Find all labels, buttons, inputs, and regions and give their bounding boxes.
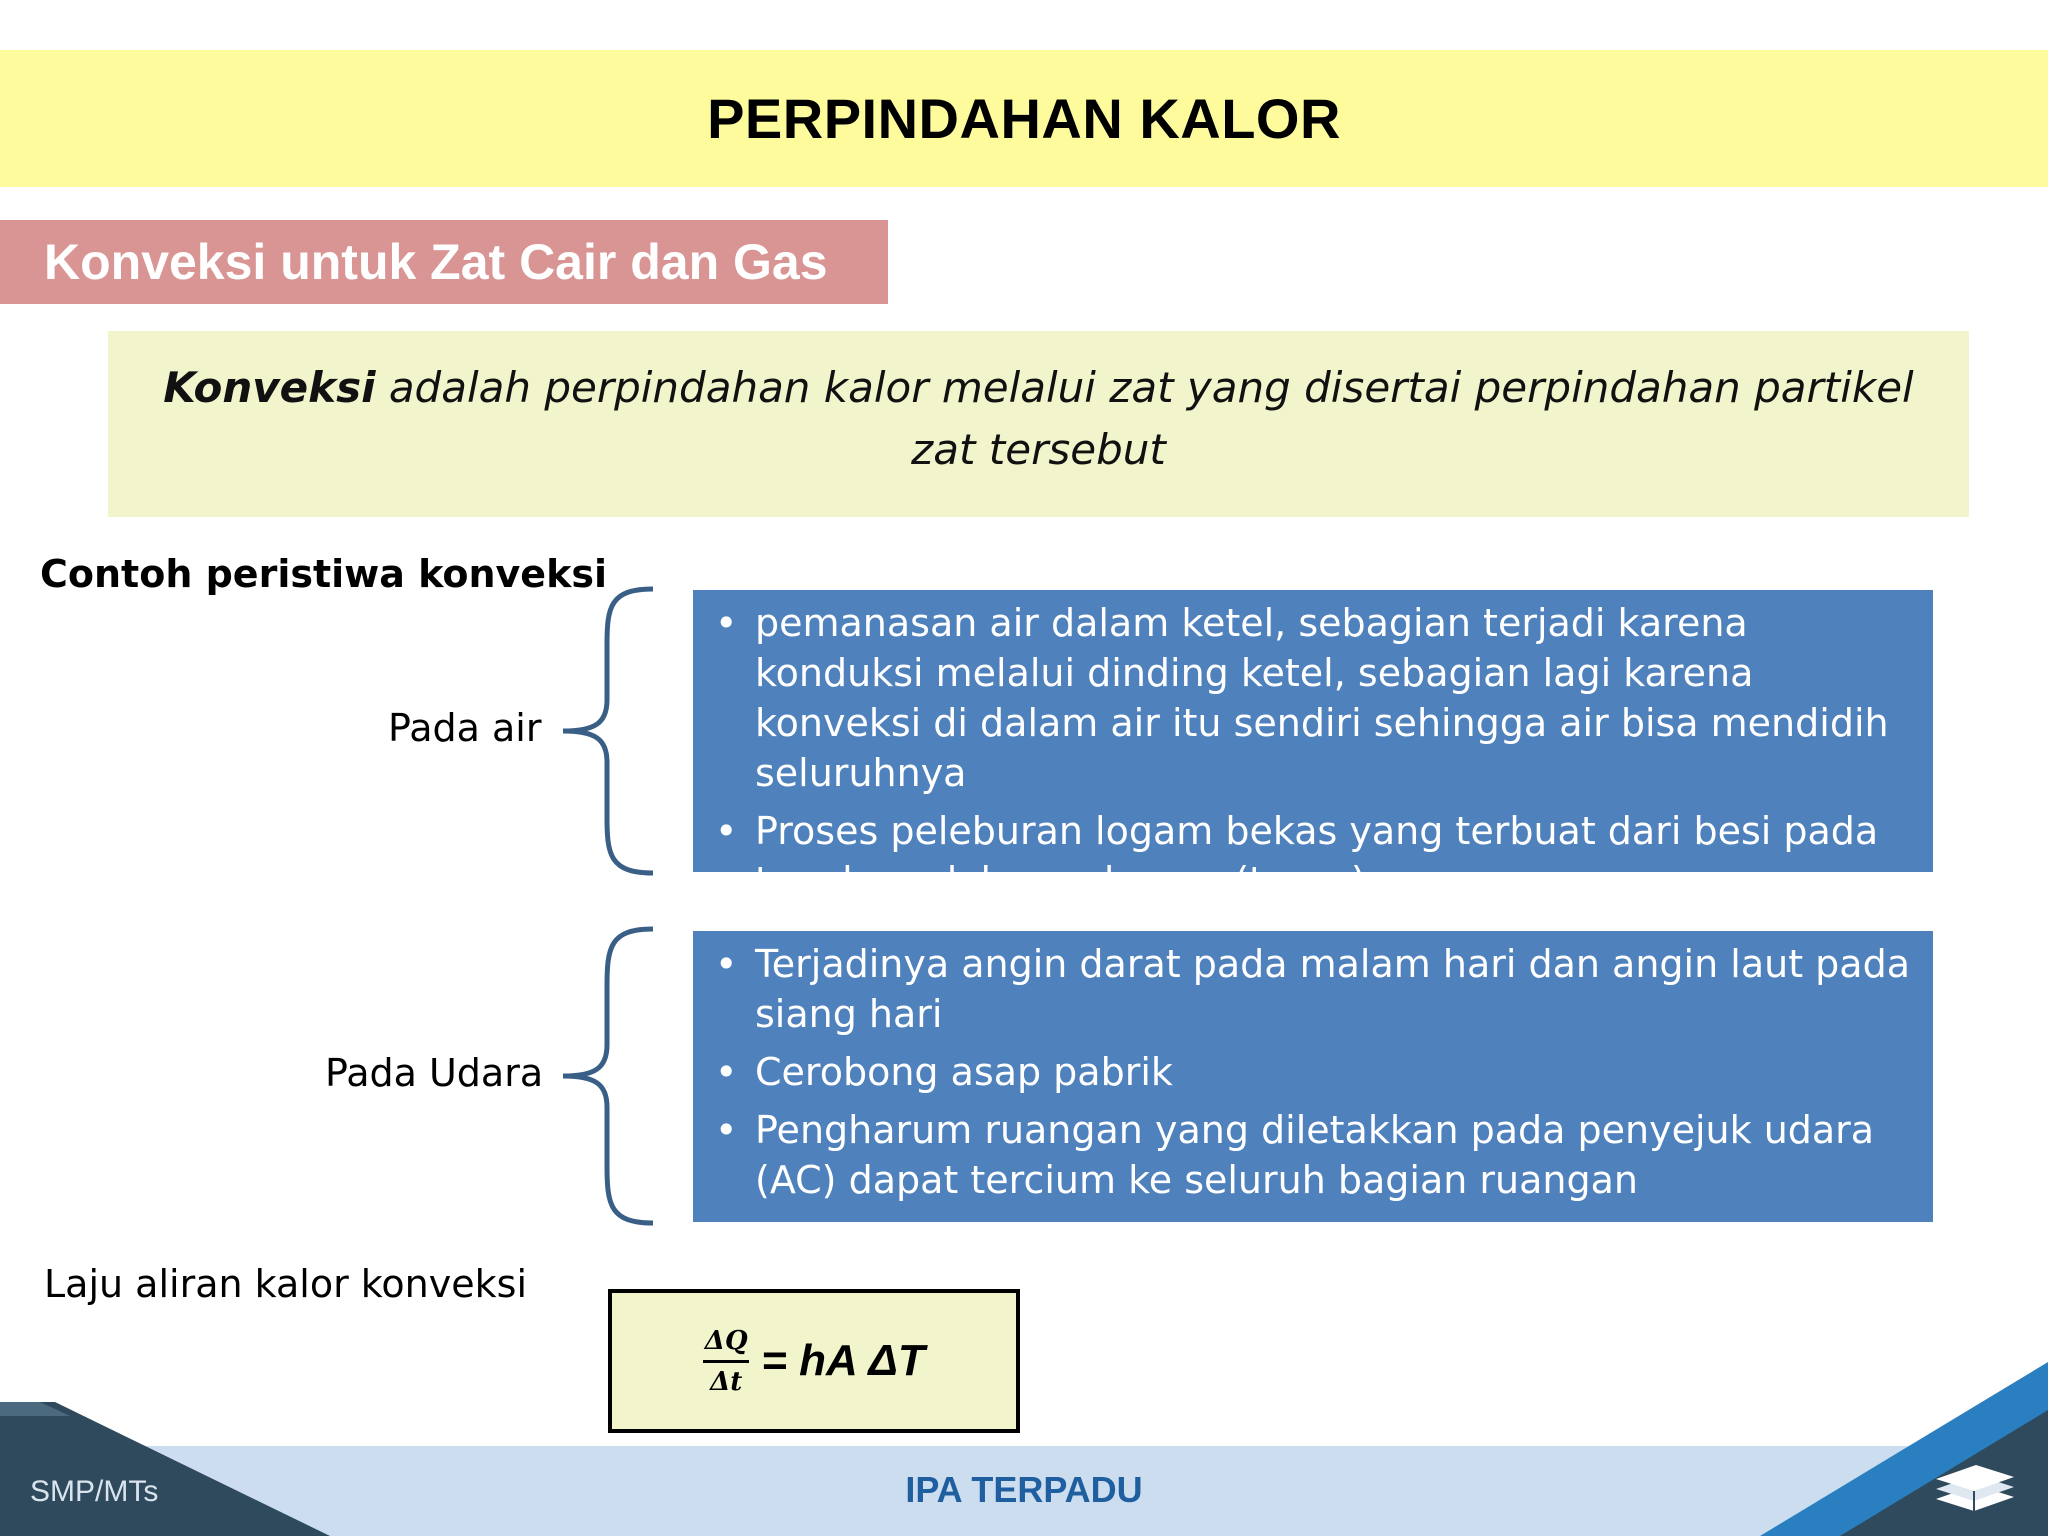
- formula-rhs: = hA ΔT: [761, 1336, 925, 1385]
- list-item: • Terjadinya angin darat pada malam hari dan angin laut pada siang hari: [705, 939, 1921, 1039]
- definition-text: adalah perpindahan kalor melalui zat yang disertai perpindahan partikel zat tersebut: [375, 363, 1914, 474]
- content-box-udara: [693, 931, 1933, 1222]
- definition-box: [108, 331, 1969, 517]
- content-box-air: [693, 590, 1933, 903]
- group-label-air: Pada air: [388, 706, 542, 750]
- section-heading: Konveksi untuk Zat Cair dan Gas: [44, 234, 828, 290]
- formula-numerator: ΔQ: [704, 1325, 748, 1356]
- brace-icon: [555, 585, 655, 877]
- list-item: • Pengharum ruangan yang diletakkan pada penyejuk udara (AC) dapat tercium ke seluruh bagian ruangan: [705, 1105, 1921, 1205]
- list-item: • Cerobong asap pabrik: [705, 1047, 1921, 1097]
- slide-title: PERPINDAHAN KALOR: [707, 87, 1341, 150]
- list-item: • Proses peleburan logam bekas yang terbuat dari besi pada tungku peleburan logam (tanur): [705, 806, 1921, 906]
- stacked-books-icon: [1930, 1455, 2020, 1525]
- formula-denominator: Δt: [710, 1366, 743, 1397]
- title-band: [0, 50, 2048, 187]
- examples-heading: Contoh peristiwa konveksi: [40, 552, 607, 596]
- brace-icon: [555, 925, 655, 1227]
- definition-term: Konveksi: [163, 363, 376, 412]
- list-item: • pemanasan air dalam ketel, sebagian terjadi karena konduksi melalui dinding ketel, sebagian lagi karena konveksi di dalam air itu sendiri sehingga air bisa mendidih seluruhnya: [705, 598, 1921, 798]
- section-heading-tab: [0, 220, 888, 304]
- rate-label: Laju aliran kalor konveksi: [44, 1262, 527, 1306]
- footer-level: SMP/MTs: [30, 1475, 159, 1508]
- group-label-udara: Pada Udara: [325, 1051, 544, 1095]
- footer-subject: IPA TERPADU: [905, 1469, 1143, 1510]
